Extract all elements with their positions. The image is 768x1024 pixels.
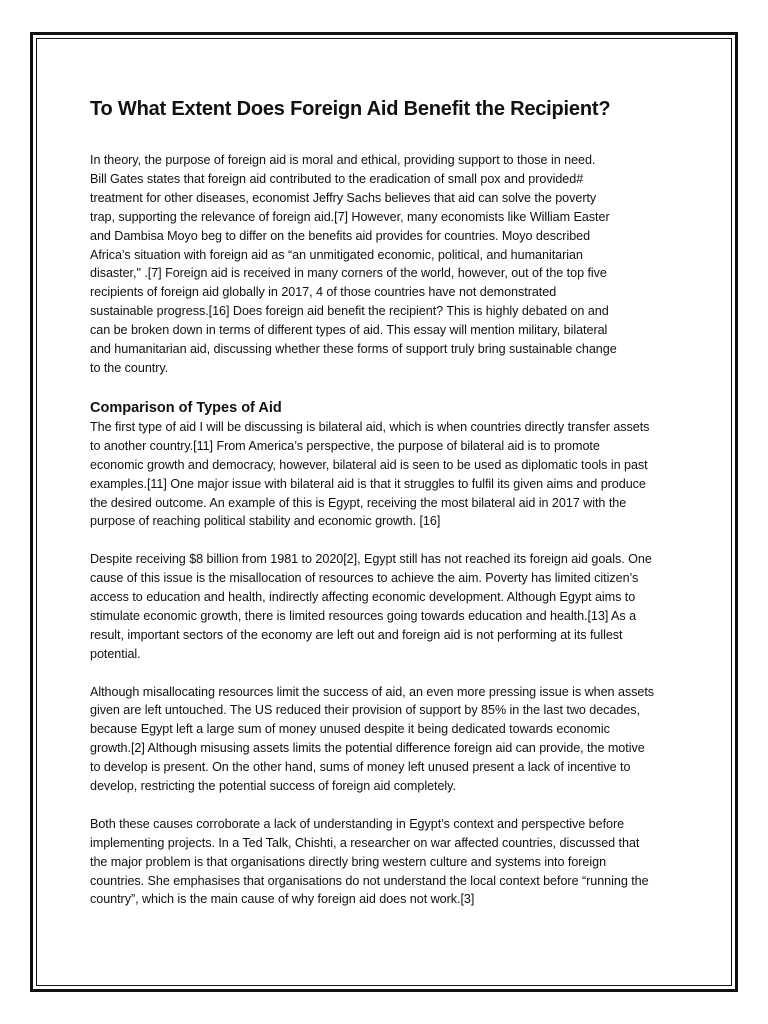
- body-paragraph-4: [90, 815, 730, 910]
- text-line: and Dambisa Moyo beg to differ on the benefits aid provides for countries. Moyo described: [90, 228, 591, 243]
- text-line: develop, restricting the potential success of foreign aid completely.: [90, 779, 456, 794]
- text-line: economic growth and democracy, however, bilateral aid is seen to be used as diplomatic tools in past: [90, 457, 648, 472]
- text-line: examples.[11] One major issue with bilateral aid is that it struggles to fulfil its given aims and produce: [90, 476, 646, 491]
- text-line: Both these causes corroborate a lack of understanding in Egypt’s context and perspective before: [90, 816, 625, 831]
- body-paragraph-3: [90, 683, 730, 796]
- body-paragraph-2: [90, 550, 730, 663]
- text-line: disaster," .[7] Foreign aid is received in many corners of the world, however, out of the top five: [90, 266, 607, 281]
- text-line: recipients of foreign aid globally in 2017, 4 of those countries have not demonstrated: [90, 285, 557, 300]
- text-line: trap, supporting the relevance of foreign aid.[7] However, many economists like William Easter: [90, 209, 610, 224]
- text-line: to another country.[11] From America’s perspective, the purpose of bilateral aid is to promote: [90, 438, 600, 453]
- section-heading: Comparison of Types of Aid: [90, 399, 282, 416]
- text-line: can be broken down in terms of different types of aid. This essay will mention military, bilateral: [90, 323, 608, 338]
- body-paragraph-1: [90, 418, 730, 531]
- text-line: country”, which is the main cause of why foreign aid does not work.[3]: [90, 892, 475, 907]
- text-line: The first type of aid I will be discussing is bilateral aid, which is when countries directly transfer assets: [90, 419, 650, 434]
- text-line: countries. She emphasises that organisations do not understand the local context before “running the: [90, 873, 649, 888]
- text-line: to develop is present. On the other hand, sums of money left unused present a lack of incentive to: [90, 760, 631, 775]
- document-title: To What Extent Does Foreign Aid Benefit the Recipient?: [90, 98, 611, 120]
- text-line: In theory, the purpose of foreign aid is moral and ethical, providing support to those in need.: [90, 153, 596, 167]
- text-line: the major problem is that organisations directly bring western culture and systems into foreign: [90, 854, 607, 869]
- text-line: given are left untouched. The US reduced their provision of support by 85% in the last two decades,: [90, 703, 640, 718]
- text-line: and humanitarian aid, discussing whether these forms of support truly bring sustainable change: [90, 342, 617, 357]
- text-line: to the country.: [90, 360, 169, 375]
- text-line: Bill Gates states that foreign aid contributed to the eradication of small pox and provided#: [90, 171, 584, 186]
- text-line: growth.[2] Although misusing assets limits the potential difference foreign aid can provide, the motive: [90, 741, 645, 756]
- text-line: stimulate economic growth, there is limited resources going towards education and health.[13] As a: [90, 608, 637, 623]
- text-line: treatment for other diseases, economist Jeffry Sachs believes that aid can solve the poverty: [90, 190, 597, 205]
- text-line: implementing projects. In a Ted Talk, Chishti, a researcher on war affected countries, discussed that: [90, 835, 640, 850]
- text-line: sustainable progress.[16] Does foreign aid benefit the recipient? This is highly debated on and: [90, 304, 609, 319]
- text-line: Although misallocating resources limit the success of aid, an even more pressing issue is when assets: [90, 684, 655, 699]
- intro-paragraph: [90, 151, 730, 378]
- text-line: purpose of reaching political stability and economic growth. [16]: [90, 514, 441, 529]
- text-line: Despite receiving $8 billion from 1981 to 2020[2], Egypt still has not reached its foreign aid goals. One: [90, 552, 652, 567]
- text-line: Africa’s situation with foreign aid as “an unmitigated economic, political, and humanitarian: [90, 247, 583, 262]
- document-body: [90, 96, 730, 909]
- text-line: the desired outcome. An example of this is Egypt, receiving the most bilateral aid in 2017 with the: [90, 495, 627, 510]
- text-line: access to education and health, indirectly affecting economic development. Although Egypt aims to: [90, 590, 636, 605]
- text-line: because Egypt left a large sum of money unused despite it being dedicated towards economic: [90, 722, 610, 737]
- text-line: cause of this issue is the misallocation of resources to achieve the aim. Poverty has limited citizen’s: [90, 571, 639, 586]
- text-line: potential.: [90, 646, 141, 661]
- text-line: result, important sectors of the economy are left out and foreign aid is not performing at its fullest: [90, 627, 623, 642]
